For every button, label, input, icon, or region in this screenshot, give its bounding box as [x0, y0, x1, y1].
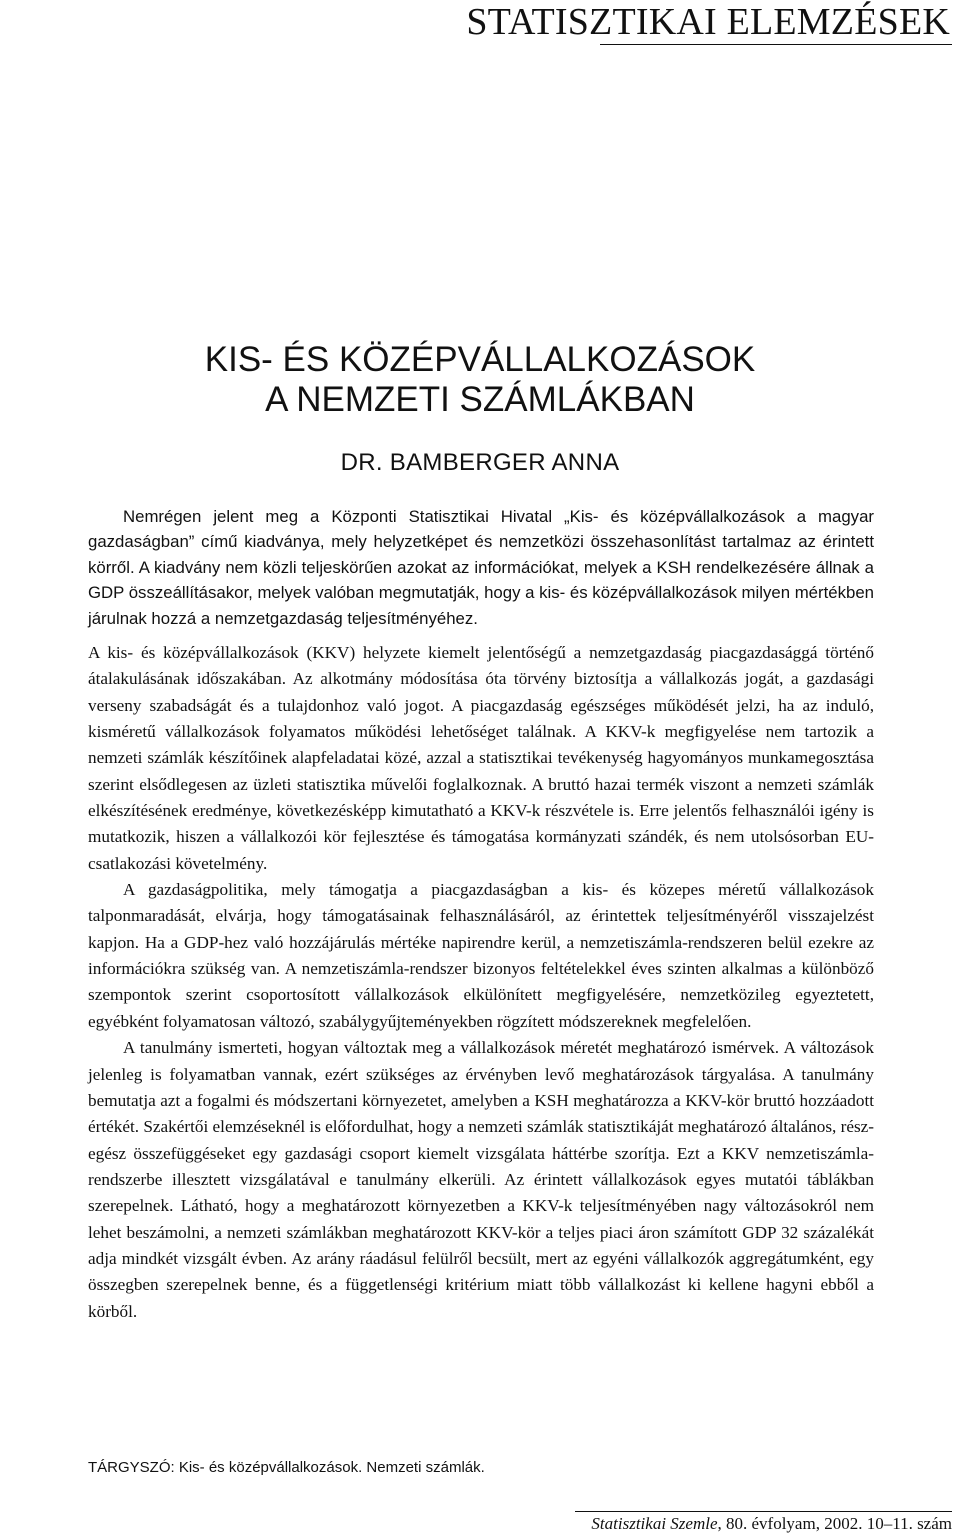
article-title-line-1: KIS- ÉS KÖZÉPVÁLLALKOZÁSOK	[204, 340, 756, 379]
journal-issue: , 80. évfolyam, 2002. 10–11. szám	[717, 1514, 952, 1533]
body-paragraph-2: A gazdaságpolitika, mely támogatja a piacgazdaságban a kis- és közepes méretű vállalkozások talponmaradását, elvárja, hogy támogatásainak felhasználásáról, az érintettek teljesítményéről visszajelzést kapjon. Ha a GDP-hez való hozzájárulás mértéke napirendre kerül, a nemzetiszámla-rendszeren belül ezekre az információkra szükség van. A nemzetiszámla-rendszer bizonyos feltételekkel éves szinten alkalmas a különböző szempontok szerint csoportosított vállalkozások elkülönített megfigyelésére, nemzetközileg egyeztetett, egyébként folyamatosan változó, szabálygyűjteményekben rögzített módszereknek megfelelően.	[88, 880, 874, 1031]
section-header-title: STATISZTIKAI ELEMZÉSEK	[466, 1, 950, 43]
journal-footer	[591, 1513, 952, 1535]
author-name: DR. BAMBERGER ANNA	[340, 449, 620, 476]
keywords: TÁRGYSZÓ: Kis- és középvállalkozások. Nemzeti számlák.	[88, 1459, 485, 1476]
article-body	[88, 640, 874, 1325]
abstract: Nemrégen jelent meg a Központi Statisztikai Hivatal „Kis- és középvállalkozások a magyar gazdaságban” című kiadványa, mely helyzetképet és nemzetközi összehasonlítást tartalmaz az érintett körről. A kiadvány nem közli teljeskörűen azokat az információkat, melyek a KSH rendelkezésére állnak a GDP összeállításakor, melyek valóban megmutatják, hogy a kis- és középvállalkozások milyen mértékben járulnak hozzá a nemzetgazdaság teljesítményéhez.	[88, 507, 874, 628]
footer-rule	[575, 1511, 952, 1512]
journal-name: Statisztikai Szemle	[591, 1514, 718, 1533]
body-paragraph-1: A kis- és középvállalkozások (KKV) helyzete kiemelt jelentőségű a nemzetgazdaság piacgazdasággá történő átalakulásának időszakában. Az alkotmány módosítása óta törvény biztosítja a vállalkozás jogát, a gazdasági verseny szabadságát és a tulajdonhoz való jogot. A piacgazdaság egészséges működését jelzi, ha az induló, kisméretű vállalkozások folyamatos működési lehetőséget találnak. A KKV-k megfigyelése nem tartozik a nemzeti számlák készítőinek alapfeladatai közé, azzal a statisztikai tevékenység hagyományos munkamegosztása szerint elsődlegesen az üzleti statisztika művelői foglalkoznak. A bruttó hazai termék viszont a nemzeti számlák elkészítésének eredménye, következésképp kimutatható a KKV-k részvétele is. Erre jelentős felhasználói igény is mutatkozik, hiszen a vállalkozói kör fejlesztése és támogatása kormányzati szándék, és nem utolsósorban EU-csatlakozási követelmény.	[88, 643, 874, 873]
header-rule	[600, 44, 952, 45]
body-paragraph-3: A tanulmány ismerteti, hogyan változtak meg a vállalkozások méretét meghatározó ismérvek. A változások jelenleg is folyamatban vannak, ezért szükséges az érvényben levő meghatározások tárgyalása. A tanulmány bemutatja azt a fogalmi és módszertani környezetet, amelyben a KSH meghatározza a KKV-kör bruttó hozzáadott értékét. Szakértői elemzéseknél is előfordulhat, hogy a nemzeti számlák statisztikáját meghatározó általános, rész-egész összefüggéseket egy gazdasági csoport kiemelt vizsgálata háttérbe szorítja. Ezt a KKV nemzetiszámla-rendszerbe illesztett vizsgálatával e tanulmány elkerüli. Az érintett vállalkozások egyes mutatói táblákban szerepelnek. Látható, hogy a meghatározott környezetben a KKV-k teljesítményében nagy változásokról nem lehet beszámolni, a nemzeti számlákban meghatározott KKV-kör a teljes piaci áron számított GDP 32 százalékát adja mindkét vizsgált évben. Az arány ráadásul felülről becsült, mert az egyéni vállalkozók aggregátumként, egy összegben szerepelnek benne, és a függetlenségi kritérium miatt több vállalkozást ki kellene hagyni ebből a körből.	[88, 1038, 875, 1321]
article-title	[0, 340, 960, 420]
article-title-line-2: A NEMZETI SZÁMLÁKBAN	[265, 380, 695, 419]
